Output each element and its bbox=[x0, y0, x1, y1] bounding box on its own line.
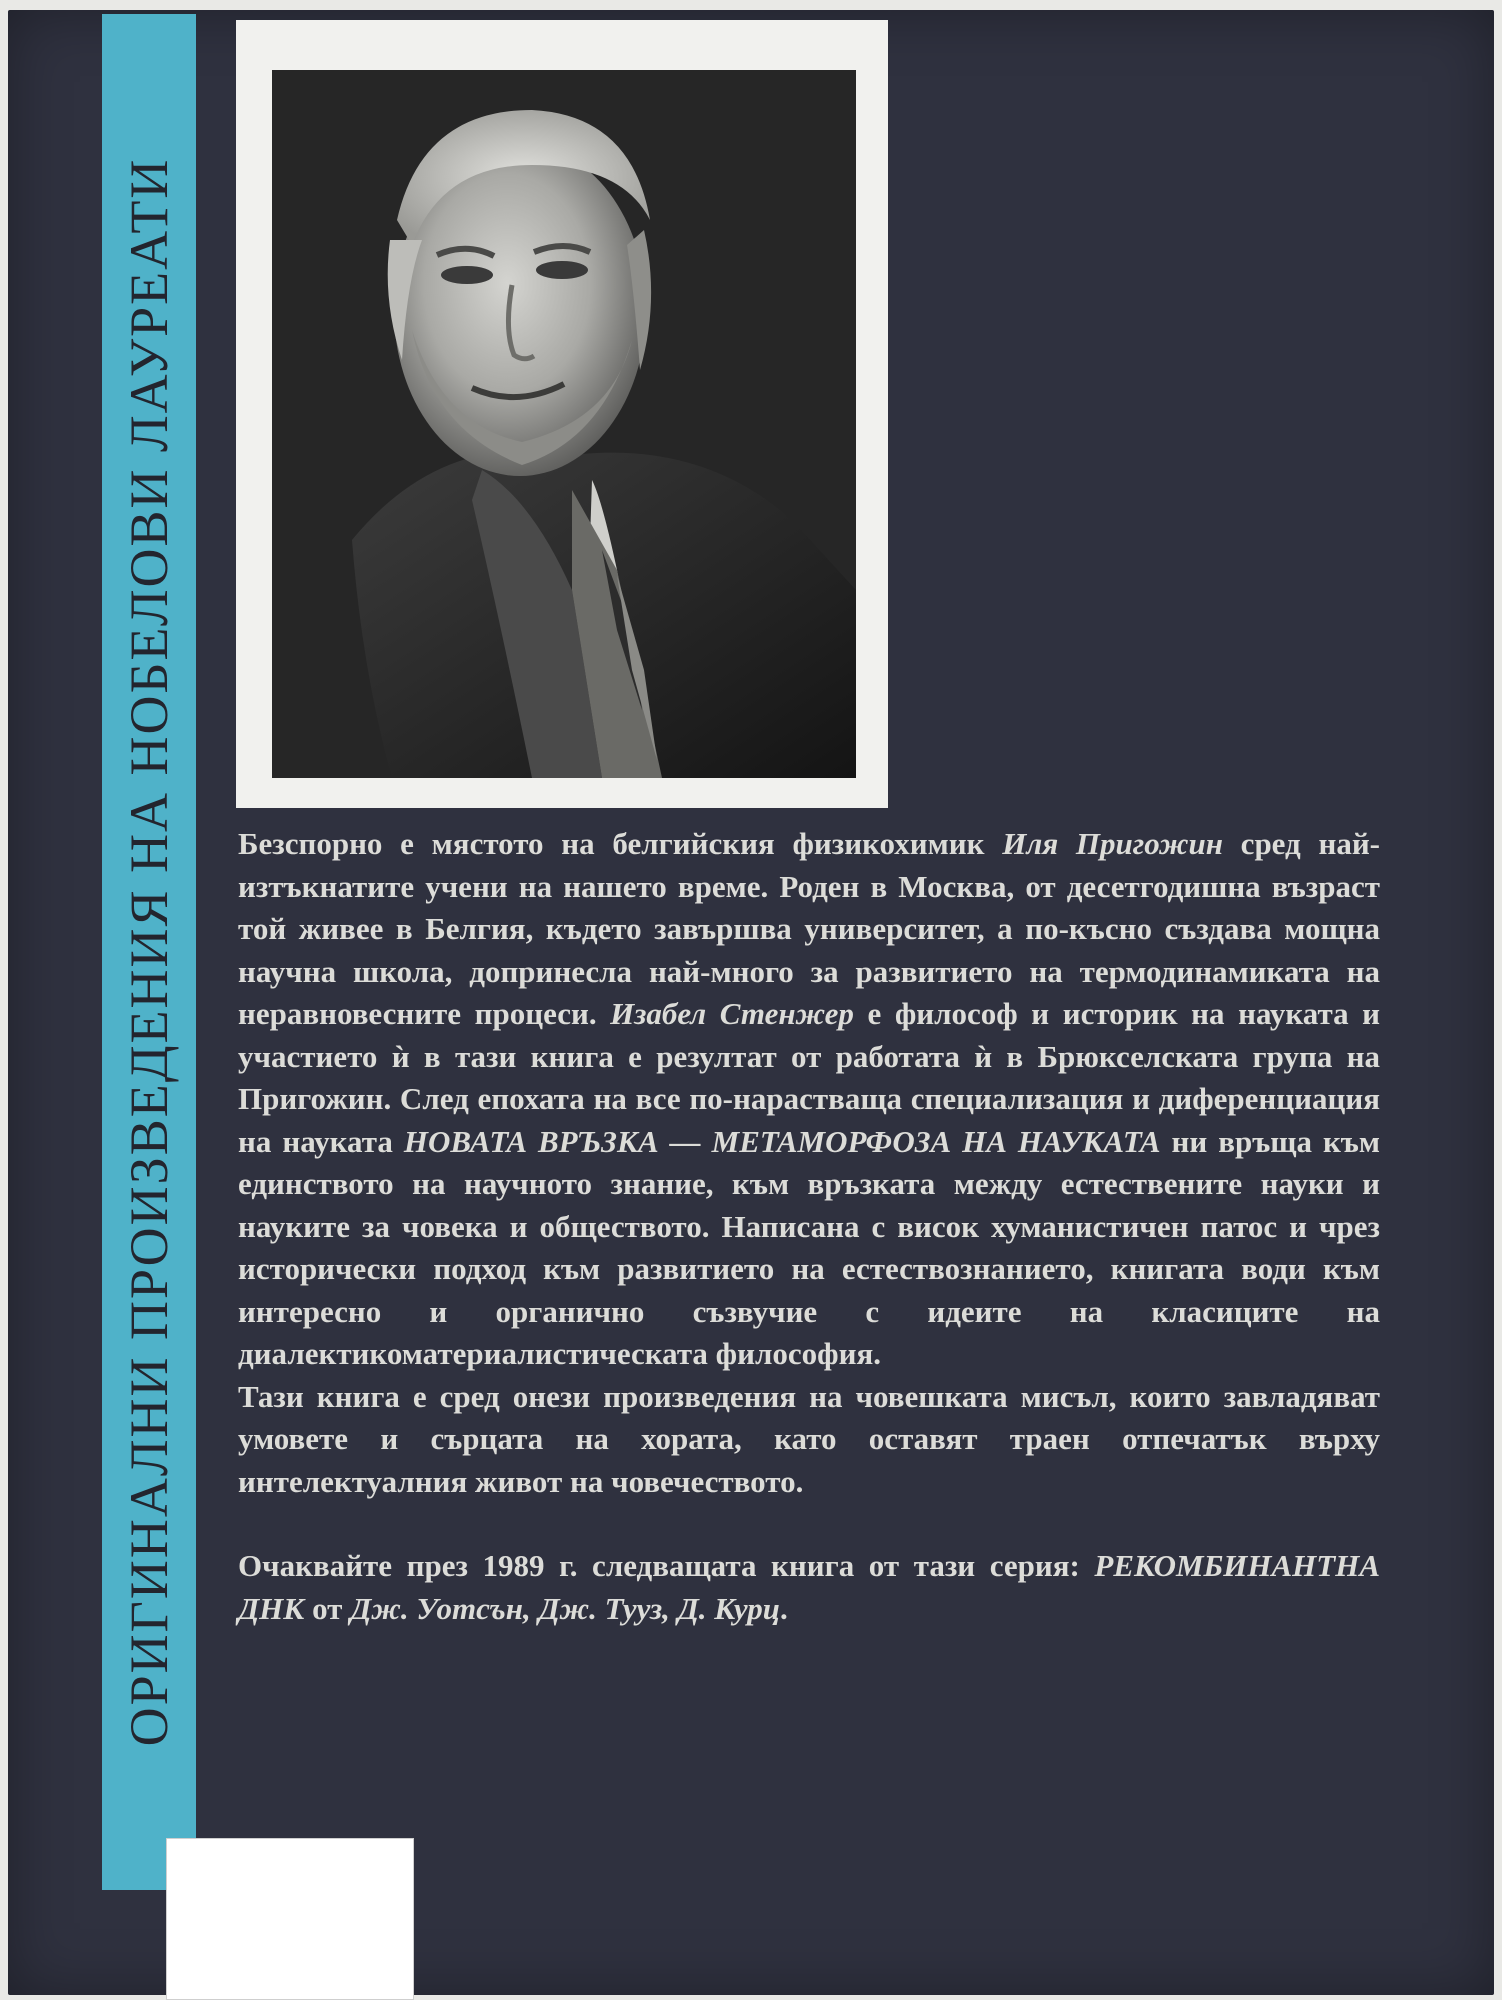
author-photo bbox=[272, 70, 856, 778]
author-name-stengers: Изабел Стенжер bbox=[610, 996, 854, 1031]
description-paragraph bbox=[238, 823, 1380, 1376]
description-text bbox=[238, 823, 1380, 1630]
series-title: ОРИГИНАЛНИ ПРОИЗВЕДЕНИЯ НА НОБЕЛОВИ ЛАУРЕАТИ bbox=[119, 157, 179, 1747]
text-segment: Безспорно е мястото на белгийския физикохимик bbox=[238, 826, 1003, 861]
text-segment: . bbox=[780, 1590, 788, 1626]
next-book-title: РЕКОМБИНАНТНА ДНК bbox=[238, 1548, 1380, 1626]
text-segment: ни връща към единството на научното знание, към връзката между естествените науки и науките за човека и обществото. Написана с висок хуманистичен патос и чрез исторически подход към развитието на естествознанието, книгата води към интересно и органично съзвучие с идеите на класиците на диалектикоматериалистическата философия. bbox=[238, 1123, 1380, 1371]
author-portrait-image bbox=[272, 70, 856, 778]
next-book-announcement bbox=[238, 1545, 1380, 1630]
next-book-authors: Дж. Уотсън, Дж. Тууз, Д. Курц bbox=[350, 1590, 781, 1626]
book-title: НОВАТА ВРЪЗКА — МЕТАМОРФОЗА НА НАУКАТА bbox=[403, 1123, 1161, 1159]
text-segment: сред най-изтъкнатите учени на нашето време. Роден в Москва, от десетгодишна възраст той живее в Белгия, където завършва университет, а по-късно създава мощна научна школа, допринесла най-много за развитието на термодинамиката на неравновесните процеси. bbox=[238, 826, 1381, 1031]
author-name-prigogine: Иля Пригожин bbox=[1002, 826, 1223, 861]
paragraph-gap bbox=[238, 1503, 1380, 1545]
description-paragraph: Тази книга е сред онези произведения на човешката мисъл, които завладяват умовете и сърцата на хората, като оставят траен отпечатък върху интелектуалния живот на човечеството. bbox=[238, 1378, 1380, 1499]
text-segment: от bbox=[304, 1590, 351, 1626]
text-segment: е философ и историк на науката и участието ѝ в тази книга е резултат от работата ѝ в Брюкселската група на Пригожин. След епохата на все по-нарастваща специализация и диференциация на науката bbox=[238, 996, 1381, 1159]
library-label-sticker bbox=[166, 1838, 414, 2000]
text-segment: Очаквайте през 1989 г. следващата книга от тази серия: bbox=[238, 1548, 1095, 1583]
